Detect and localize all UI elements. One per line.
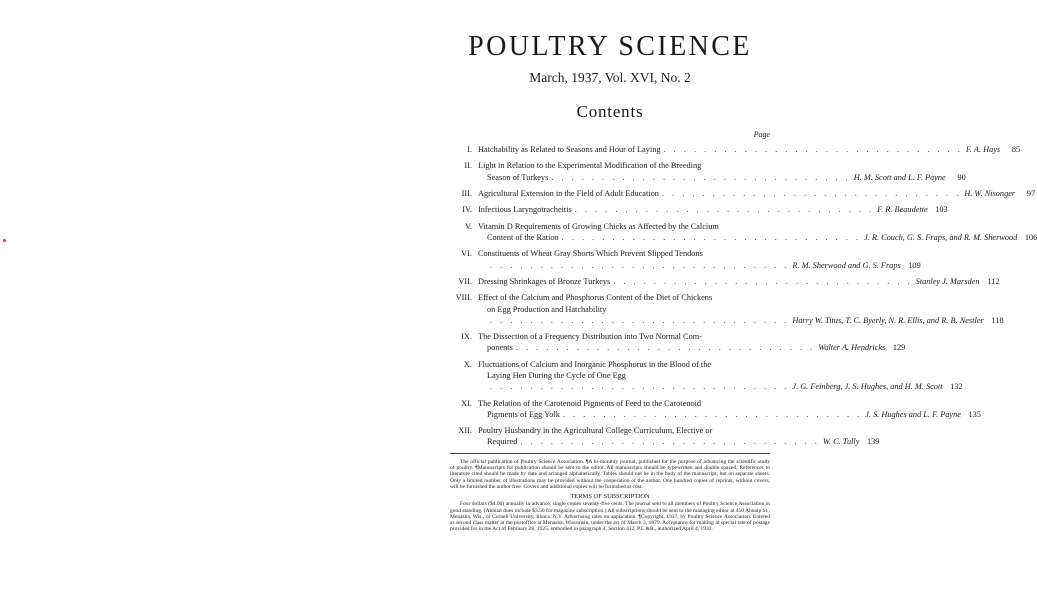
entry-author: F. A. Hays xyxy=(965,145,1001,154)
entry-title: Dressing Shrinkages of Bronze Turkeys xyxy=(478,276,611,286)
dot-leader: . . . . . . . . . . . . . . . . . . . . . . . . . . . . . . xyxy=(574,205,875,215)
entry-title: Laying Hen During the Cycle of One Egg xyxy=(487,370,626,380)
entry-page-number: 118 xyxy=(991,315,1004,325)
dot-leader: . . . . . . . . . . . . . . . . . . . . . . . . . . . . . . xyxy=(661,188,962,198)
entry-title: Constituents of Wheat Gray Shorts Which Prevent Slipped Tendons xyxy=(478,249,703,259)
entry-author: Walter A. Hendricks xyxy=(818,343,886,353)
dot-leader: . . . . . . . . . . . . . . . . . . . . . . . . . . . . . . xyxy=(490,382,790,392)
dot-leader: . . . . . . . . . . . . . . . . . . . . . . . . . . . . . . xyxy=(490,315,790,325)
entry-author: J. G. Feinberg, J. S. Hughes, and H. M. Scott xyxy=(792,382,943,392)
entry-title: Infectious Laryngotracheitis xyxy=(478,205,572,215)
red-dot-mark xyxy=(3,239,6,242)
divider xyxy=(450,453,770,454)
entry-page-number: 109 xyxy=(908,260,921,270)
dot-leader: . . . . . . . . . . . . . . . . . . . . . . . . . . . . . . xyxy=(561,232,862,242)
dot-leader: . . . . . . . . . . . . . . . . . . . . . . . . . . . . . . xyxy=(613,276,913,286)
publication-notice: The official publication of Poultry Science Association. ¶A bi-monthly journal, published for the purpose of advancing the scientific study of poultry. ¶Manuscripts for publication should be sent to the editor. All manuscripts should be typewritten and double spaced. References to literature cited should be made by date and arranged alphabetically. Tables should not be in the body of the manuscript, but on separate sheets. Only a limited number of illustrations may be provided without the cooperation of the author. One hundred copies of reprints, without covers, will be furnished the author free. Covers and additional copies will be furnished at cost. xyxy=(450,458,770,490)
entry-number: III. xyxy=(461,188,472,198)
entry-number: VIII. xyxy=(455,293,472,303)
toc-entry xyxy=(450,188,1036,199)
page-column-label: Page xyxy=(753,130,770,139)
entry-author: Stanley J. Marsden xyxy=(915,276,980,286)
subscription-terms: Four dollars ($4.00) annually in advance; single copies seventy-five cents. The journal sent to all members of Poultry Science Association in good standing. (Annual dues include $3.50 for magazine subscription.) All subscriptions should be sent to the managing editor at 450 Ahnaip St., Menasha, Wis., or Cornell University, Ithaca, N.Y. Advertising rates on application. ¶Copyright, 1937, by Poultry Science Association. Entered as second class matter at the postoffice at Menasha, Wisconsin, under the act of March 3, 1879. Acceptance for mailing at special rate of postage provided for in the Act of February 28, 1925, embodied in paragraph 4, Section 412, P.L.&R., authorized April 4, 1932. xyxy=(450,501,770,533)
entry-page-number: 90 xyxy=(957,172,966,182)
entry-page-number: 135 xyxy=(968,409,981,419)
entry-title: Content of the Ration xyxy=(487,232,559,242)
entry-title: Hatchability as Related to Seasons and Hour of Laying xyxy=(478,145,661,154)
entry-author: R. M. Sherwood and G. S. Fraps xyxy=(792,260,901,270)
journal-page xyxy=(450,30,1037,533)
toc-entry xyxy=(450,204,948,215)
entry-number: X. xyxy=(463,359,472,369)
toc-entry xyxy=(450,221,1037,243)
toc-entry xyxy=(450,398,981,420)
table-of-contents xyxy=(450,144,1037,448)
entry-page-number: 129 xyxy=(892,343,906,353)
entry-number: V. xyxy=(465,221,472,231)
dot-leader: . . . . . . . . . . . . . . . . . . . . . . . . . . . . . . xyxy=(520,437,820,447)
entry-number: VI. xyxy=(461,249,472,259)
entry-page-number: 97 xyxy=(1026,188,1036,198)
entry-author: H. W. Nisonger xyxy=(964,188,1016,198)
toc-entry xyxy=(450,425,880,447)
terms-heading: TERMS OF SUBSCRIPTION xyxy=(570,493,650,501)
entry-title: The Dissection of a Frequency Distribution into Two Normal Com- xyxy=(478,332,702,342)
journal-title: POULTRY SCIENCE xyxy=(468,31,752,62)
contents-heading: Contents xyxy=(576,102,644,121)
entry-page-number: 112 xyxy=(987,276,1000,286)
dot-leader: . . . . . . . . . . . . . . . . . . . . . . . . . . . . . . xyxy=(551,172,851,182)
dot-leader: . . . . . . . . . . . . . . . . . . . . . . . . . . . . . . xyxy=(663,145,963,154)
entry-title: ponents xyxy=(487,343,513,353)
entry-author: H. M. Scott and L. F. Payne xyxy=(853,172,946,182)
entry-number: XII. xyxy=(458,426,472,436)
toc-entry xyxy=(450,276,1000,287)
entry-title: on Egg Production and Hatchability xyxy=(487,304,607,314)
entry-title: Pigments of Egg Yolk xyxy=(487,409,560,419)
entry-title: Required xyxy=(487,437,518,447)
entry-number: XI. xyxy=(461,398,472,408)
entry-title: Fluctuations of Calcium and Inorganic Phosphorus in the Blood of the xyxy=(478,359,712,369)
issue-info: March, 1937, Vol. XVI, No. 2 xyxy=(529,70,691,85)
toc-entry xyxy=(450,248,921,270)
entry-number: VII. xyxy=(458,276,472,286)
entry-author: W. C. Tully xyxy=(822,437,860,447)
entry-author: F. R. Beaudette xyxy=(877,205,928,215)
entry-number: IV. xyxy=(462,205,472,215)
entry-title: Vitamin D Requirements of Growing Chicks as Affected by the Calcium xyxy=(478,221,719,231)
entry-page-number: 85 xyxy=(1011,145,1021,154)
entry-author: J. S. Hughes and L. F. Payne xyxy=(865,409,961,419)
entry-page-number: 103 xyxy=(935,205,948,215)
toc-entry xyxy=(450,292,1004,326)
toc-entry xyxy=(450,359,963,393)
entry-author: J. R. Couch, G. S. Fraps, and R. M. Sherwood xyxy=(864,232,1018,242)
entry-title: The Relation of the Carotenoid Pigments of Feed to the Carotenoid xyxy=(478,398,702,408)
entry-number: IX. xyxy=(461,332,472,342)
entry-title: Effect of the Calcium and Phosphorus Content of the Diet of Chickens xyxy=(478,293,713,303)
dot-leader: . . . . . . . . . . . . . . . . . . . . . . . . . . . . . . xyxy=(515,343,816,353)
toc-entry xyxy=(450,331,906,353)
entry-author: Harry W. Titus, T. C. Byerly, N. R. Ellis, and R. B. Nestler xyxy=(792,315,984,325)
entry-number: II. xyxy=(464,161,472,171)
dot-leader: . . . . . . . . . . . . . . . . . . . . . . . . . . . . . . xyxy=(562,409,863,419)
toc-entry xyxy=(450,144,1021,155)
dot-leader: . . . . . . . . . . . . . . . . . . . . . . . . . . . . . . xyxy=(490,260,790,270)
entry-title: Poultry Husbandry in the Agricultural College Curriculum, Elective or xyxy=(478,426,713,436)
entry-title: Season of Turkeys xyxy=(487,172,549,182)
entry-number: I. xyxy=(467,145,472,154)
entry-page-number: 106 xyxy=(1024,232,1037,242)
entry-page-number: 139 xyxy=(866,437,880,447)
toc-entry xyxy=(450,160,966,182)
entry-page-number: 132 xyxy=(950,382,963,392)
entry-title: Agricultural Extension in the Field of Adult Education xyxy=(478,188,659,198)
entry-title: Light in Relation to the Experimental Modification of the Breeding xyxy=(478,161,702,171)
